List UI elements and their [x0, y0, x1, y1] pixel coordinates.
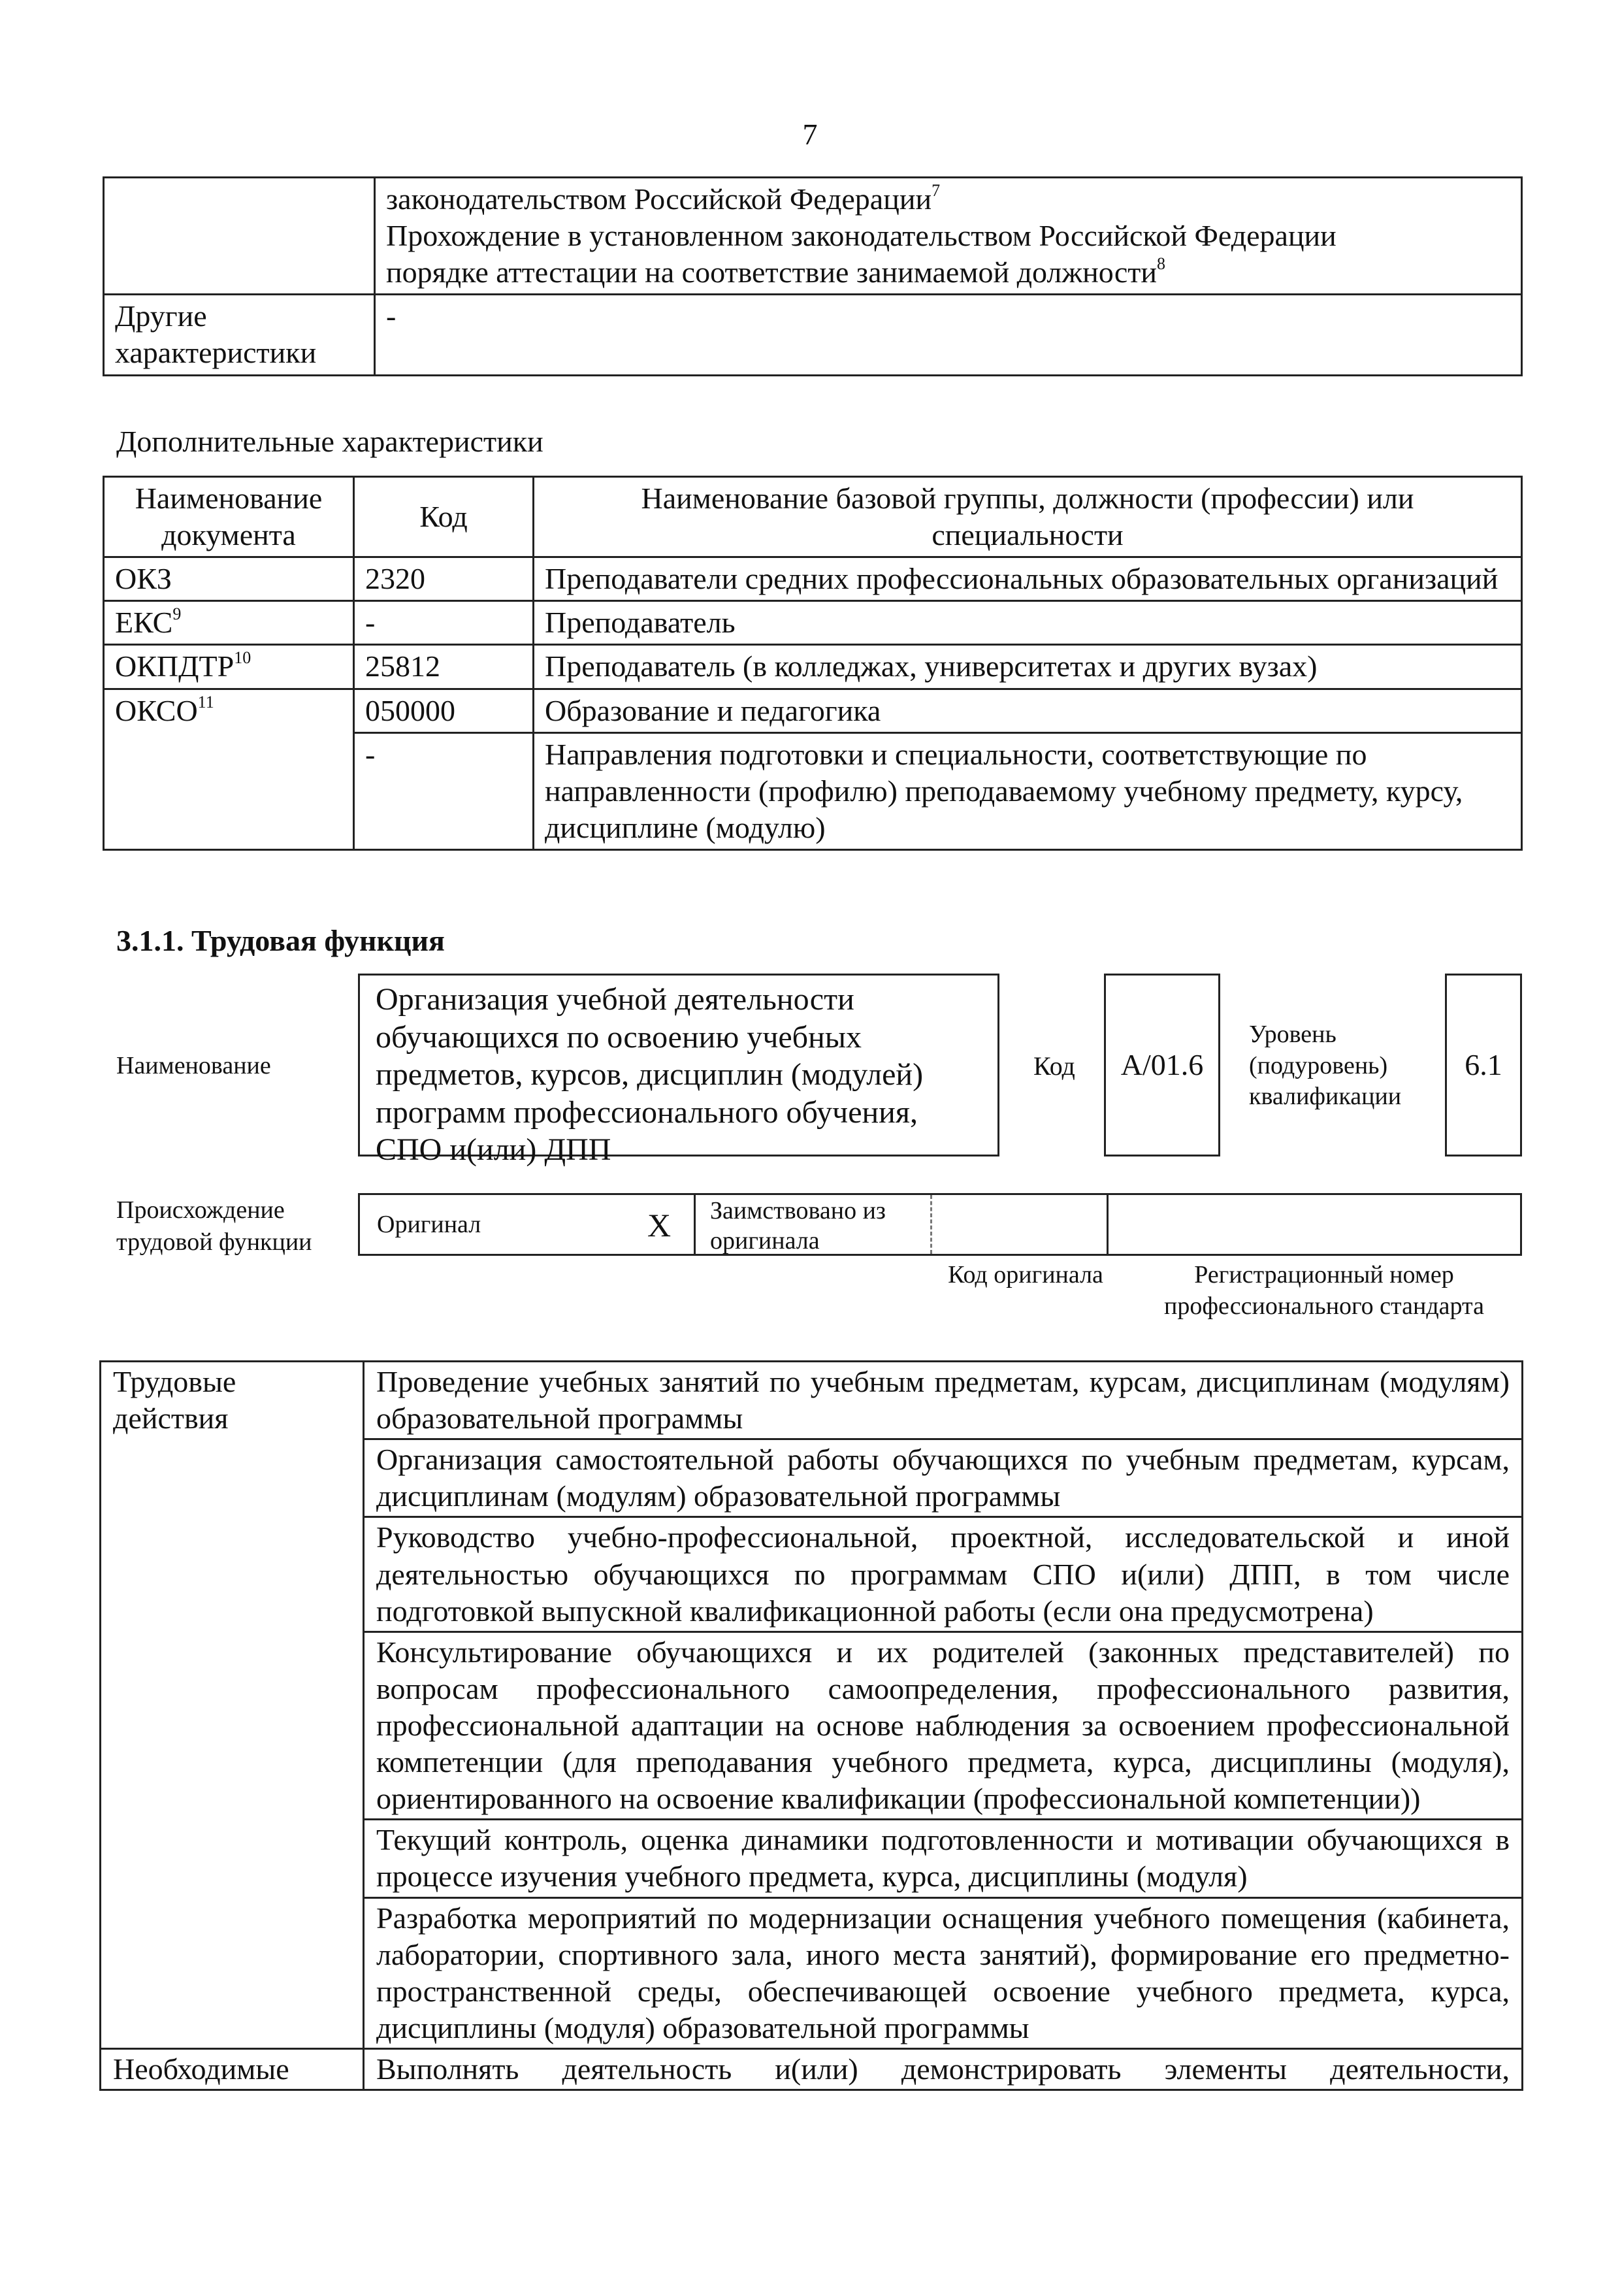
header-code: Код: [354, 477, 534, 557]
table-row: [104, 645, 1522, 689]
name-cell: Преподаватели средних профессиональных образовательных организаций: [534, 557, 1522, 601]
page-number: 7: [802, 118, 818, 151]
code-cell: 2320: [354, 557, 534, 601]
header-document: Наименование документа: [104, 477, 354, 557]
additional-characteristics-table: [103, 476, 1523, 851]
reg-number-cell: [1109, 1195, 1524, 1254]
table-row: [104, 601, 1522, 645]
code-cell: 050000: [354, 689, 534, 732]
required-value: Выполнять деятельность и(или) демонстрировать элементы деятельности,: [364, 2048, 1523, 2090]
requirement-line-2: Прохождение в установленном законодательством Российской Федерации: [386, 219, 1336, 253]
code-cell: -: [354, 601, 534, 645]
table-row: [104, 689, 1522, 732]
action-item: Руководство учебно-профессиональной, проектной, исследовательской и иной деятельностью обучающихся по программам СПО и(или) ДПП, в том числе подготовкой выпускной квалификационной работы (если она предусмотрена): [364, 1517, 1523, 1632]
name-cell: Образование и педагогика: [534, 689, 1522, 732]
requirements-cell: [375, 178, 1522, 295]
requirements-table: [103, 176, 1523, 376]
requirement-line-1: законодательством Российской Федерации$^7$: [386, 181, 941, 216]
origin-code-caption: Код оригинала: [948, 1261, 1103, 1288]
empty-label-cell: [104, 178, 375, 295]
action-item: Текущий контроль, оценка динамики подготовленности и мотивации обучающихся в процессе изучения учебного предмета, курса, дисциплины (модуля): [364, 1820, 1523, 1897]
action-item: Проведение учебных занятий по учебным предметам, курсам, дисциплинам (модулям) образовательной программы: [364, 1362, 1523, 1439]
origin-original-cell: [360, 1195, 696, 1254]
level-value-box: 6.1: [1445, 974, 1522, 1156]
action-item: Разработка мероприятий по модернизации оснащения учебного помещения (кабинета, лаборатории, спортивного зала, иного места занятий), формирование его предметно-пространственной среды, обеспечивающей освоение учебного предмета, курса, дисциплины (модуля) образовательной программы: [364, 1897, 1523, 2048]
doc-cell: ЕКС$^9$: [104, 601, 354, 645]
origin-borrowed-text: Заимствовано из оригинала: [710, 1197, 886, 1255]
action-item: Организация самостоятельной работы обучающихся по учебным предметам, курсам, дисциплинам (модулям) образовательной программы: [364, 1439, 1523, 1517]
function-name-box: Организация учебной деятельности обучающихся по освоению учебных предметов, курсов, дисциплин (модулей) программ профессионального обучения, СПО и(или) ДПП: [358, 974, 999, 1156]
doc-cell: ОКПДТР$^{10}$: [104, 645, 354, 689]
origin-label: Происхождение трудовой функции: [116, 1196, 312, 1256]
code-label: Код: [1033, 1051, 1075, 1081]
other-characteristics-value: -: [375, 295, 1522, 375]
table-row: [104, 557, 1522, 601]
code-cell: 25812: [354, 645, 534, 689]
origin-borrowed-cell: [696, 1195, 932, 1254]
reg-number-caption: Регистрационный номер профессионального стандарта: [1164, 1261, 1484, 1320]
header-group-name: Наименование базовой группы, должности (профессии) или специальности: [534, 477, 1522, 557]
doc-cell: ОКСО$^{11}$: [104, 689, 354, 849]
additional-characteristics-title: Дополнительные характеристики: [116, 425, 543, 458]
origin-code-cell: [932, 1195, 1109, 1254]
code-value-box: А/01.6: [1104, 974, 1220, 1156]
actions-label: Трудовые действия: [101, 1362, 364, 2049]
labor-function-title: 3.1.1. Трудовая функция: [116, 924, 445, 957]
name-cell: Направления подготовки и специальности, соответствующие по направленности (профилю) преподаваемому учебному предмету, курсу, дисциплине (модулю): [534, 732, 1522, 849]
code-cell: -: [354, 732, 534, 849]
name-cell: Преподаватель: [534, 601, 1522, 645]
action-item: Консультирование обучающихся и их родителей (законных представителей) по вопросам профессионального самоопределения, профессионального развития, профессиональной адаптации на основе наблюдения за освоением профессиональной компетенции (для преподавания учебного предмета, курса, дисциплины (модуля), ориентированного на освоение квалификации (профессиональной компетенции)): [364, 1632, 1523, 1820]
origin-original-text: Оригинал: [377, 1211, 481, 1238]
name-label: Наименование: [116, 1052, 271, 1079]
name-cell: Преподаватель (в колледжах, университетах и других вузах): [534, 645, 1522, 689]
doc-cell: ОКЗ: [104, 557, 354, 601]
other-characteristics-label: Другие характеристики: [104, 295, 375, 375]
required-label: Необходимые: [101, 2048, 364, 2090]
origin-row: [358, 1193, 1522, 1256]
level-label: Уровень (подуровень) квалификации: [1249, 1021, 1402, 1110]
labor-actions-table: [99, 1360, 1523, 2091]
requirement-line-3: порядке аттестации на соответствие занимаемой должности$^8$: [386, 254, 1166, 289]
origin-mark: Х: [647, 1207, 672, 1243]
